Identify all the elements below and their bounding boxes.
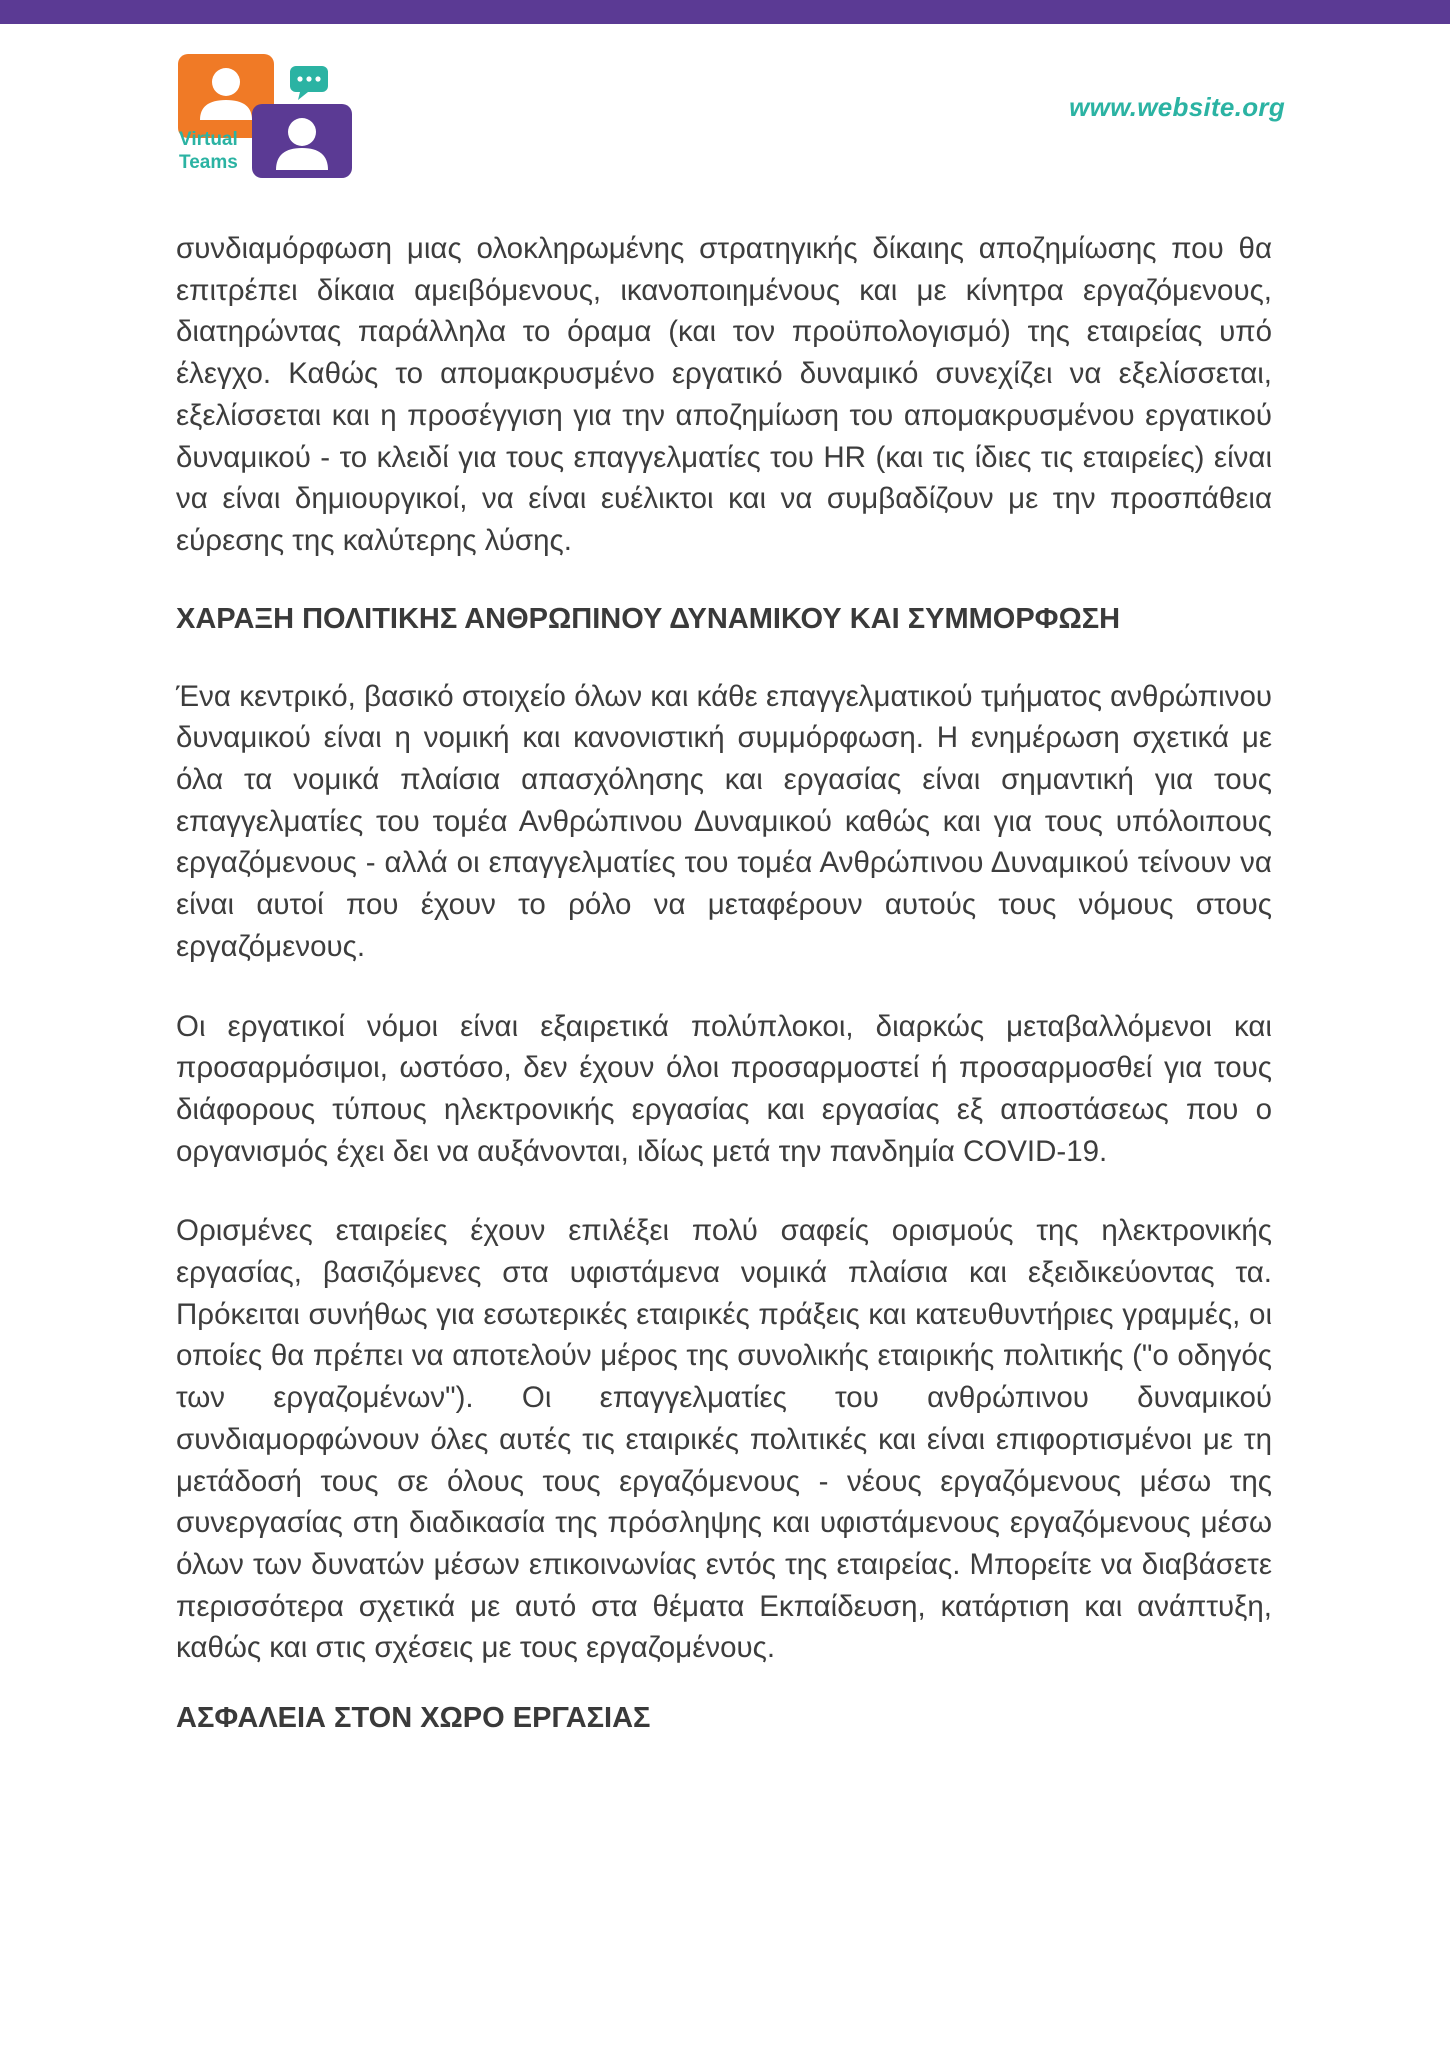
paragraph-compliance: Ένα κεντρικό, βασικό στοιχείο όλων και κάθε επαγγελματικού τμήματος ανθρώπινου δυναμικού είναι η νομική και κανονιστική συμμόρφωση. Η ενημέρωση σχετικά με όλα τα νομικά πλαίσια απασχόλησης και εργασίας είναι σημαντική για τους επαγγελματίες του τομέα Ανθρώπινου Δυναμικού καθώς και για τους υπόλοιπους εργαζόμενους - αλλά οι επαγγελματίες του τομέα Ανθρώπινου Δυναμικού τείνουν να είναι αυτοί που έχουν το ρόλο να μεταφέρουν αυτούς τους νόμους στους εργαζόμενους. (176, 679, 1272, 963)
section-heading-hr-policy: ΧΑΡΑΞΗ ΠΟΛΙΤΙΚΗΣ ΑΝΘΡΩΠΙΝΟΥ ΔΥΝΑΜΙΚΟΥ ΚΑΙ ΣΥΜΜΟΡΦΩΣΗ (176, 602, 1121, 635)
logo-orange-person-head (212, 68, 240, 96)
header-color-bar (0, 0, 1450, 24)
paragraph-company-policies: Ορισμένες εταιρείες έχουν επιλέξει πολύ σαφείς ορισμούς της ηλεκτρονικής εργασίας, βασιζόμενες στα υφιστάμενα νομικά πλαίσια και εξειδικεύοντας τα. Πρόκειται συνήθως για εσωτερικές εταιρικές πράξεις και κατευθυντήριες γραμμές, οι οποίες θα πρέπει να αποτελούν μέρος της συνολικής εταιρικής πολιτικής ("ο οδηγός των εργαζομένων"). Οι επαγγελματίες του ανθρώπινου δυναμικού συνδιαμορφώνουν όλες αυτές τις εταιρικές πολιτικές και είναι επιφορτισμένοι με τη μετάδοσή τους σε όλους τους εργαζόμενους - νέους εργαζόμενους μέσω της συνεργασίας στη διαδικασία της πρόσληψης και υφιστάμενους εργαζόμενους μέσω όλων των δυνατών μέσων επικοινωνίας εντός της εταιρείας. Μπορείτε να διαβάσετε περισσότερα σχετικά με αυτό στα θέματα Εκπαίδευση, κατάρτιση και ανάπτυξη, καθώς και στις σχέσεις με τους εργαζομένους. (176, 1214, 1272, 1665)
virtual-teams-logo (176, 52, 356, 180)
logo-wordmark (179, 128, 238, 174)
paragraph-labor-laws: Οι εργατικοί νόμοι είναι εξαιρετικά πολύπλοκοι, διαρκώς μεταβαλλόμενοι και προσαρμόσιμοι, ωστόσο, δεν έχουν όλοι προσαρμοστεί ή προσαρμοσθεί για τους διάφορους τύπους ηλεκτρονικής εργασίας και εργασίας εξ αποστάσεως που ο οργανισμός έχει δει να αυξάνονται, ιδίως μετά την πανδημία COVID-19. (176, 1009, 1272, 1168)
logo-text-virtual: Virtual (179, 129, 238, 150)
logo-text-teams: Teams (179, 152, 238, 173)
document-body (176, 228, 1272, 1775)
logo-purple-person-head (288, 118, 316, 146)
paragraph-compensation: συνδιαμόρφωση μιας ολοκληρωμένης στρατηγικής δίκαιης αποζημίωσης που θα επιτρέπει δίκαια αμειβόμενους, ικανοποιημένους και με κίνητρα εργαζόμενους, διατηρώντας παράλληλα το όραμα (και τον προϋπολογισμό) της εταιρείας υπό έλεγχο. Καθώς το απομακρυσμένο εργατικό δυναμικό συνεχίζει να εξελίσσεται, εξελίσσεται και η προσέγγιση για την αποζημίωση του απομακρυσμένου εργατικού δυναμικού - το κλειδί για τους επαγγελματίες του HR (και τις ίδιες τις εταιρείες) είναι να είναι δημιουργικοί, να είναι ευέλικτοι και να συμβαδίζουν με την προσπάθεια εύρεσης της καλύτερης λύσης. (176, 232, 1272, 557)
section-heading-workplace-safety: ΑΣΦΑΛΕΙΑ ΣΤΟΝ ΧΩΡΟ ΕΡΓΑΣΙΑΣ (176, 1702, 651, 1735)
website-url[interactable]: www.website.org (1069, 92, 1285, 122)
